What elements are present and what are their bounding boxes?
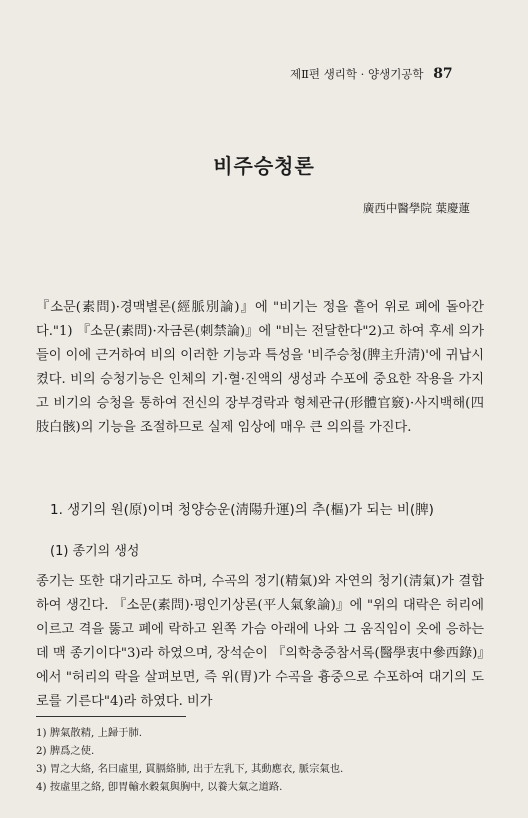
footnote-item: 2) 脾爲之使. <box>36 745 95 757</box>
paragraph-intro: 『소문(素問)·경맥별론(經脈別論)』에 "비기는 정을 흩어 위로 폐에 돌아간다."1) 『소문(素問)·자금론(刺禁論)』에 "비는 전달한다"2)고 하여 후세 의가들이 이에 근거하여 비의 이러한 기능과 특성을 '비주승청(脾主升淸)'에 귀납시켰다. 비의 승청기능은 인체의 기·혈·진액의 생성과 수포에 중요한 작용을 가지고 비기의 승청을 통하여 전신의 장부경락과 형체관규(形體官竅)·사지백해(四肢白骸)의 기능을 조절하므로 실제 임상에 매우 큰 의의를 가진다. <box>36 300 484 435</box>
running-header <box>290 66 490 82</box>
paragraph-body: 종기는 또한 대기라고도 하며, 수곡의 정기(精氣)와 자연의 청기(淸氣)가 결합하여 생긴다. 『소문(素問)·평인기상론(平人氣象論)』에 "위의 대락은 허리에 이르고 격을 뚫고 폐에 락하고 왼쪽 가슴 아래에 나와 그 움직임이 옷에 응하는데 맥 종기이다"3)라 하였으며, 장석순이 『의학충중참서록(醫學衷中參西錄)』에서 "허리의 락을 살펴보면, 즉 위(胃)가 수곡을 흉중으로 수포하여 대기의 도로를 기른다"4)라 하였다. 비가 <box>36 574 484 709</box>
running-title: 제Ⅱ편 생리학 · 양생기공학 <box>290 67 424 81</box>
page-number: 87 <box>433 66 453 82</box>
author-line: 廣西中醫學院 葉慶蓮 <box>362 201 470 215</box>
footnotes <box>36 724 486 796</box>
subsection-heading: (1) 종기의 생성 <box>50 544 140 559</box>
article-title: 비주승청론 <box>213 154 315 178</box>
footnote-item: 4) 按虛里之絡, 卽胃輸水穀氣與胸中, 以養大氣之道路. <box>36 781 283 793</box>
footnote-divider <box>36 716 186 717</box>
footnote-item: 3) 胃之大絡, 名曰虛里, 貫膈絡肺, 出于左乳下, 其動應衣, 脈宗氣也. <box>36 763 344 775</box>
footnote-item: 1) 脾氣散精, 上歸于肺. <box>36 727 143 739</box>
section-heading: 1. 생기의 원(原)이며 청양승운(淸陽升運)의 추(樞)가 되는 비(脾) <box>50 502 434 518</box>
